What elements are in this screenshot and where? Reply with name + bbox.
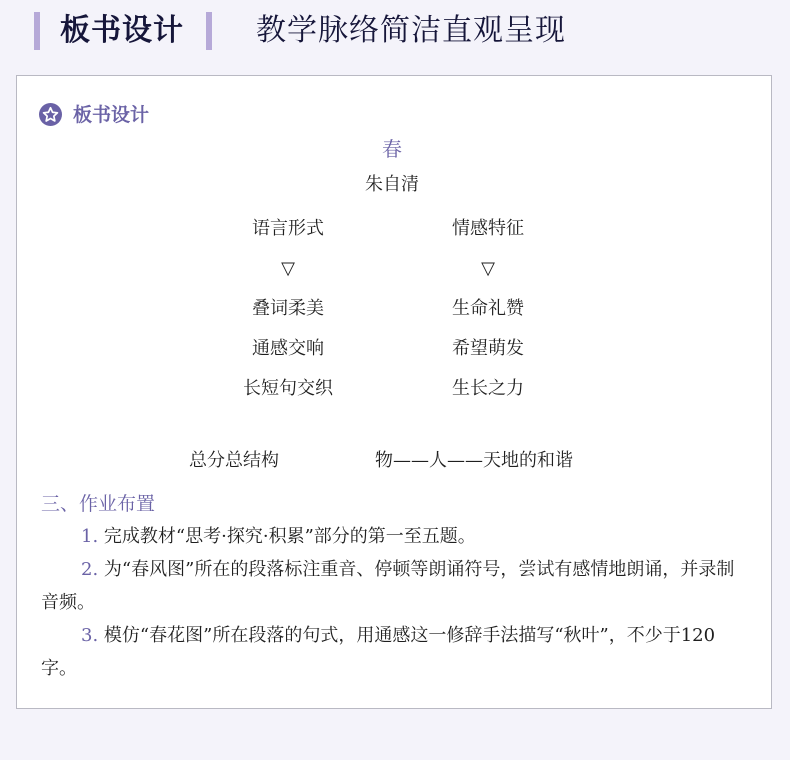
homework-item-number: 2. — [81, 559, 99, 580]
left-item: 叠词柔美 — [252, 298, 324, 319]
header-title: 板书设计 — [60, 13, 184, 48]
header-bar-left — [34, 12, 40, 50]
section-title: 板书设计 — [73, 104, 150, 126]
right-item: 生命礼赞 — [452, 298, 524, 319]
star-icon — [39, 103, 62, 126]
header-bar-right — [206, 12, 212, 50]
poem-title: 春 — [382, 137, 402, 161]
homework-item — [41, 553, 741, 619]
right-item: 希望萌发 — [452, 338, 524, 359]
left-item: 长短句交织 — [243, 378, 333, 399]
header-subtitle: 教学脉络简洁直观呈现 — [256, 13, 566, 48]
left-column-heading: 语言形式 — [252, 218, 324, 239]
right-column-heading: 情感特征 — [452, 218, 524, 239]
left-arrow-icon: ▽ — [281, 258, 295, 279]
homework-title: 三、作业布置 — [41, 493, 156, 515]
right-item: 生长之力 — [452, 378, 524, 399]
content-card — [16, 75, 772, 709]
homework-item-text: 模仿“春花图”所在段落的句式，用通感这一修辞手法描写“秋叶”，不少于120字。 — [41, 625, 716, 679]
poem-author: 朱自清 — [365, 174, 419, 195]
structure-chain: 物——人——天地的和谐 — [375, 450, 573, 471]
homework-item — [41, 520, 741, 553]
homework-item-text: 为“春风图”所在的段落标注重音、停顿等朗诵符号，尝试有感情地朗诵，并录制音频。 — [41, 559, 735, 613]
structure-label: 总分总结构 — [189, 450, 279, 471]
homework-item-number: 1. — [81, 526, 99, 547]
homework-item-text: 完成教材“思考·探究·积累”部分的第一至五题。 — [103, 526, 476, 547]
page-header — [0, 0, 790, 64]
homework-item-number: 3. — [81, 625, 99, 646]
right-arrow-icon: ▽ — [481, 258, 495, 279]
homework-item — [41, 619, 741, 685]
left-item: 通感交响 — [252, 338, 324, 359]
